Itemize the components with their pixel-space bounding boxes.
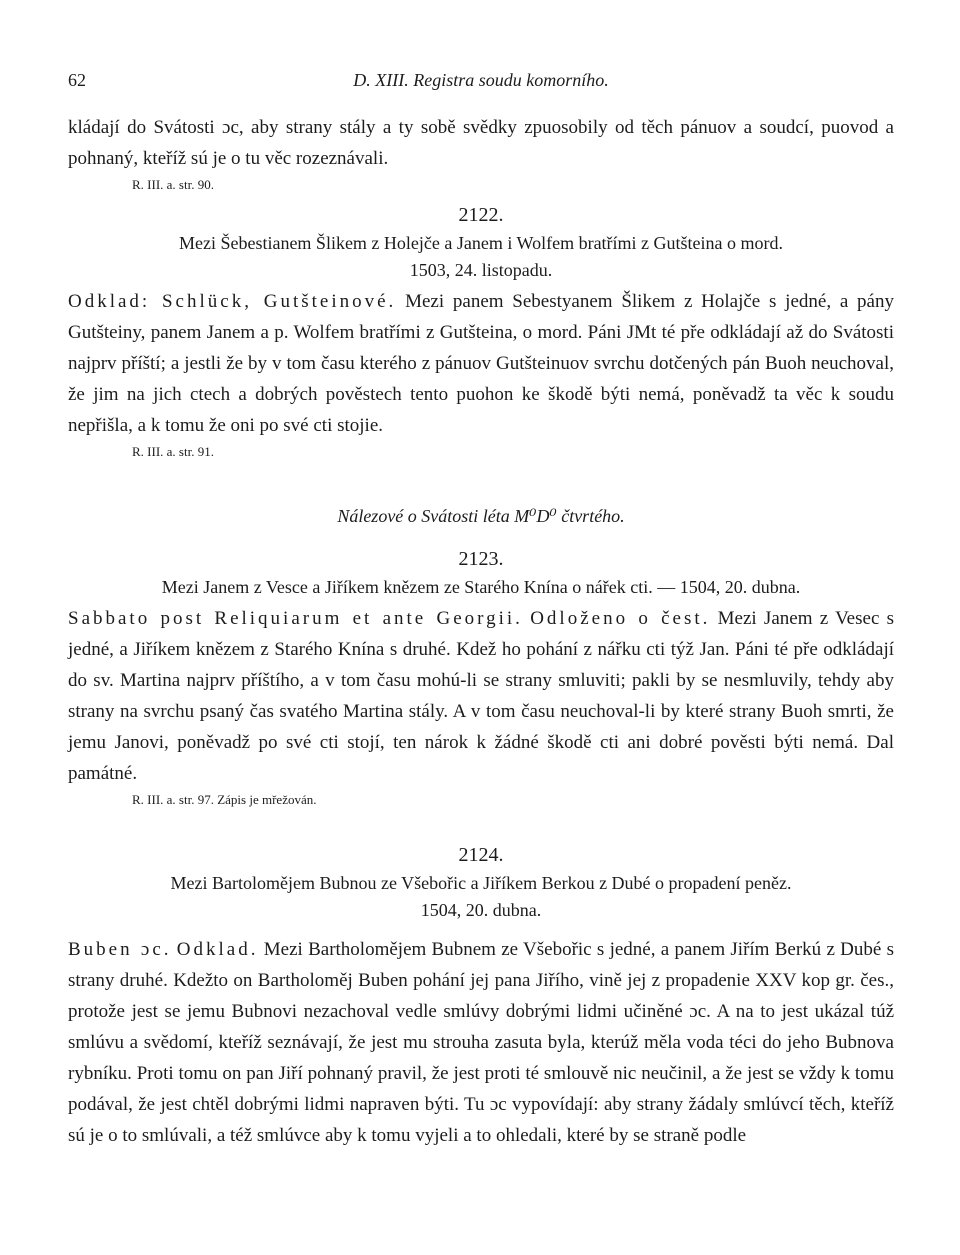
intro-reference: R. III. a. str. 90. xyxy=(132,177,214,192)
section-heading-block xyxy=(68,502,894,530)
entry-spaced-heading: Odklad: Schlück, Gutšteinové. xyxy=(68,291,397,312)
entry-body xyxy=(68,603,894,789)
running-header xyxy=(68,70,894,94)
entry-body xyxy=(68,286,894,441)
entry-date: 1503, 24. listopadu. xyxy=(409,260,553,280)
entry-summary: Mezi Bartoloměјem Bubnou ze Všebořic a Jiříkem Berkou z Dubé o propadení peněz. xyxy=(170,873,792,893)
entry-body-text: Mezi panem Sebestyanem Šlikem z Holajče s jedné, a pány Gutšteiny, panem Janem a p. Wolfem bratřími z Gutšteina, o mord. Páni JMt té pře odkládají až do Svátosti najprv příští; a jestli že by v tom času kterého z pánuov Gutšteinuov svrchu dotčených pán Buoh neuchoval, že jim na jich ctech a dobrých pověstech tento puohon ke škodě býti nemá, poněvadž ta věc k soudu nepřišla, a k tomu že oni po své cti stojie. xyxy=(68,291,894,436)
entry-reference: R. III. a. str. 91. xyxy=(132,444,214,459)
section-heading: Nálezové o Svátosti léta M⁰D⁰ čtvrtého. xyxy=(337,506,625,526)
entry-summary: Mezi Janem z Vesce a Jiříkem knězem ze Starého Knína o nářek cti. — 1504, 20. dubna. xyxy=(161,577,801,597)
entry-2122 xyxy=(68,200,894,463)
entry-body xyxy=(68,934,894,1151)
entry-date: 1504, 20. dubna. xyxy=(420,900,542,920)
intro-block xyxy=(68,112,894,196)
entry-number: 2124. xyxy=(458,844,504,866)
intro-paragraph: kládají do Svátosti ɔc, aby strany stály a ty sobě svědky zpuosobily od těch pánuov a soudcí, puovod a pohnaný, kteříž sú je o tu věc rozeznávali. xyxy=(68,117,894,169)
page-number: 62 xyxy=(68,70,86,90)
entry-spaced-heading: Buben ɔc. xyxy=(68,939,172,960)
entry-number: 2122. xyxy=(458,204,504,226)
running-title: D. XIII. Registra soudu komorního. xyxy=(353,70,609,90)
entry-number: 2123. xyxy=(458,548,504,570)
entry-body-text: Mezi Bartholoměјem Bubnem ze Všebořic s jedné, a panem Jiřím Berkú z Dubé s strany druhé. Kdežto on Bartholoměj Buben pohání jej pana Jiřího, vině jej z propadenie XXV kop gr. čes., protože jest se jemu Bubnovi nezachoval vedle smlúvy dobrými lidmi učiněné ɔc. A na to jest ukázal túž smlúvu a svědomí, kteříž seznávají, že jest mu strouha zasuta byla, kterúž měla voda téci do jeho Bubnova rybníku. Proti tomu on pan Jiří pohnaný pravil, že jest proti té smlouvě nic neučinil, a že jest se vždy k tomu podával, že jest chtěl dobrými lidmi napraven býti. Tu ɔc vypovídají: aby strany žádaly smlúvcí těch, kteříž sú je o to smlúvali, a též smlúvce aby k tomu vyjeli a to ohledali, které by se straně podle xyxy=(68,939,894,1146)
reference-source: R. III. a. str. 97. xyxy=(132,792,214,807)
entry-body-text: Mezi Janem z Vesec s jedné, a Jiříkem knězem z Starého Knína s druhé. Kdež ho pohání z nářku cti týž Jan. Páni té pře odkládají do sv. Martina najprv příštího, a v tom času mohú-li se strany smluviti; pakli by se nesmluvily, tehdy aby strany na svrchu psaný čas svatého Martina stály. A v tom času neuchoval-li by které strany Buoh smrti, že jemu Janovi, poněvadž po své cti stojí, ten nárok k žádné škodě cti ani dobré pověsti býti nemá. Dal památné. xyxy=(68,608,895,784)
entry-spaced-verdict: Odklad. xyxy=(176,939,259,960)
entry-2123 xyxy=(68,544,894,811)
entry-reference xyxy=(132,789,894,811)
entry-summary: Mezi Šebestianem Šlikem z Holejče a Janem i Wolfem bratřími z Gutšteina o mord. xyxy=(178,233,784,253)
entry-spaced-heading: Sabbato post Reliquiarum et ante Georgii. xyxy=(68,608,523,629)
reference-note: Zápis je mřežován. xyxy=(217,792,317,807)
entry-2124 xyxy=(68,840,894,1151)
entry-spaced-verdict: Odloženo o čest. xyxy=(530,608,711,629)
